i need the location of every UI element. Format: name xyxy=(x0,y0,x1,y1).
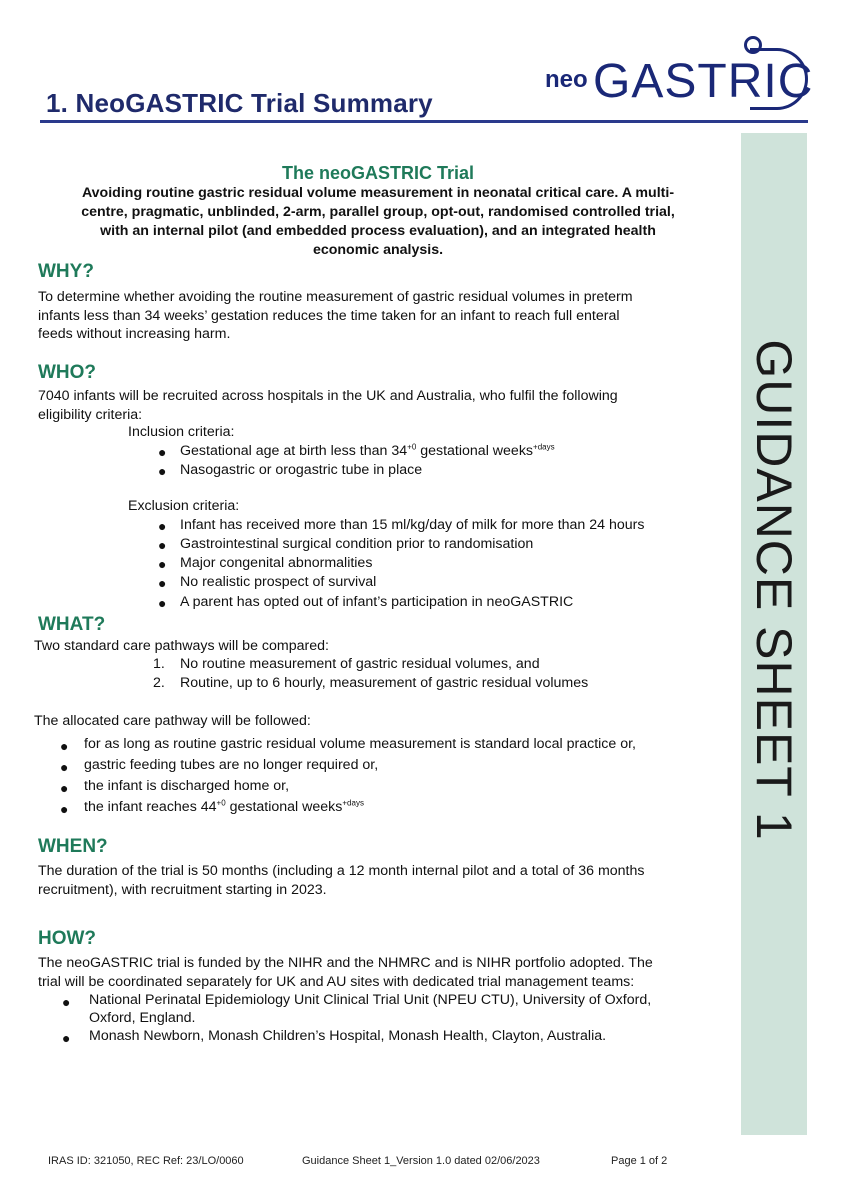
bullet-icon: ● xyxy=(158,518,167,534)
how-line: The neoGASTRIC trial is funded by the NIHR and the NHMRC and is NIHR portfolio adopted. The xyxy=(38,955,653,971)
followed-item: gastric feeding tubes are no longer required or, xyxy=(84,757,379,773)
who-line: eligibility criteria: xyxy=(38,406,143,423)
pathway-item: Routine, up to 6 hourly, measurement of gastric residual volumes xyxy=(180,675,589,691)
followed-item: the infant is discharged home or, xyxy=(84,778,290,794)
trial-subtitle-line: centre, pragmatic, unblinded, 2-arm, parallel group, opt-out, randomised controlled trial, xyxy=(81,204,675,220)
inclusion-item xyxy=(180,443,555,459)
site-item: National Perinatal Epidemiology Unit Clinical Trial Unit (NPEU CTU), University of Oxford, xyxy=(89,992,652,1008)
exclusion-item: A parent has opted out of infant’s participation in neoGASTRIC xyxy=(180,594,574,610)
who-heading: WHO? xyxy=(38,362,97,383)
trial-subtitle-line: economic analysis. xyxy=(312,242,444,258)
bullet-icon: ● xyxy=(158,463,167,479)
inclusion-label: Inclusion criteria: xyxy=(128,424,235,440)
pathway-number: 1. xyxy=(153,656,165,672)
bullet-icon: ● xyxy=(158,444,167,460)
who-line: 7040 infants will be recruited across hospitals in the UK and Australia, who fulfil the following xyxy=(38,388,618,404)
trial-subtitle-line: with an internal pilot (and embedded process evaluation), and an integrated health xyxy=(100,223,656,239)
followed-text: the infant reaches 44 xyxy=(84,799,217,815)
site-item-cont: Oxford, England. xyxy=(89,1010,196,1026)
exclusion-item: Gastrointestinal surgical condition prior to randomisation xyxy=(180,536,534,552)
header-divider xyxy=(40,120,808,123)
bullet-icon: ● xyxy=(60,738,69,754)
why-heading: WHY? xyxy=(38,261,94,282)
page-title: 1. NeoGASTRIC Trial Summary xyxy=(46,88,433,118)
who-text xyxy=(38,387,728,424)
bullet-icon: ● xyxy=(62,994,71,1010)
exclusion-item: No realistic prospect of survival xyxy=(180,574,377,590)
followed-intro: The allocated care pathway will be followed: xyxy=(34,713,311,729)
bullet-icon: ● xyxy=(158,595,167,611)
inclusion-text: Gestational age at birth less than 34 xyxy=(180,443,408,459)
trial-title: The neoGASTRIC Trial xyxy=(281,163,475,183)
bullet-icon: ● xyxy=(158,556,167,572)
inclusion-sup: +0 xyxy=(407,442,417,452)
how-heading: HOW? xyxy=(38,928,97,949)
footer-version: Guidance Sheet 1_Version 1.0 dated 02/06/2023 xyxy=(302,1155,540,1167)
followed-text-2: gestational weeks xyxy=(225,799,343,815)
site-item: Monash Newborn, Monash Children’s Hospital, Monash Health, Clayton, Australia. xyxy=(89,1028,607,1044)
how-line: trial will be coordinated separately for UK and AU sites with dedicated trial management teams: xyxy=(38,973,635,990)
when-line: recruitment), with recruitment starting in 2023. xyxy=(38,881,327,898)
inclusion-item: Nasogastric or orogastric tube in place xyxy=(180,462,423,478)
guidance-sheet-label: GUIDANCE SHEET 1 xyxy=(746,339,802,841)
when-line: The duration of the trial is 50 months (including a 12 month internal pilot and a total of 36 months xyxy=(38,863,645,879)
exclusion-label: Exclusion criteria: xyxy=(128,498,240,514)
why-line: feeds without increasing harm. xyxy=(38,326,231,342)
inclusion-sup-2: +days xyxy=(533,442,555,452)
how-text xyxy=(38,954,738,991)
exclusion-item: Major congenital abnormalities xyxy=(180,555,373,571)
bullet-icon: ● xyxy=(60,759,69,775)
why-text xyxy=(38,288,728,344)
when-text xyxy=(38,862,728,899)
footer-page: Page 1 of 2 xyxy=(611,1155,668,1167)
bullet-icon: ● xyxy=(60,801,69,817)
bullet-icon: ● xyxy=(62,1030,71,1046)
when-heading: WHEN? xyxy=(38,836,108,857)
inclusion-text-2: gestational weeks xyxy=(416,443,534,459)
bullet-icon: ● xyxy=(60,780,69,796)
logo-gastric-text: GASTRIC xyxy=(593,55,814,108)
trial-subtitle xyxy=(38,184,718,260)
syringe-knob-icon xyxy=(744,36,762,54)
exclusion-item: Infant has received more than 15 ml/kg/day of milk for more than 24 hours xyxy=(180,517,645,533)
bullet-icon: ● xyxy=(158,537,167,553)
followed-sup-2: +days xyxy=(342,798,364,808)
neogastric-logo xyxy=(545,36,814,116)
what-intro: Two standard care pathways will be compared: xyxy=(34,638,329,654)
followed-sup: +0 xyxy=(216,798,226,808)
pathway-item: No routine measurement of gastric residual volumes, and xyxy=(180,656,540,672)
why-line: infants less than 34 weeks’ gestation reduces the time taken for an infant to reach full enteral xyxy=(38,307,620,324)
what-heading: WHAT? xyxy=(38,614,106,635)
trial-subtitle-line: Avoiding routine gastric residual volume measurement in neonatal critical care. A multi- xyxy=(81,185,675,201)
followed-item: for as long as routine gastric residual volume measurement is standard local practice or, xyxy=(84,736,637,752)
why-line: To determine whether avoiding the routine measurement of gastric residual volumes in preterm xyxy=(38,289,633,305)
logo-neo-text: neo xyxy=(545,66,588,93)
bullet-icon: ● xyxy=(158,575,167,591)
followed-item xyxy=(84,799,364,815)
footer-ids: IRAS ID: 321050, REC Ref: 23/LO/0060 xyxy=(48,1155,244,1167)
pathway-number: 2. xyxy=(153,675,165,691)
